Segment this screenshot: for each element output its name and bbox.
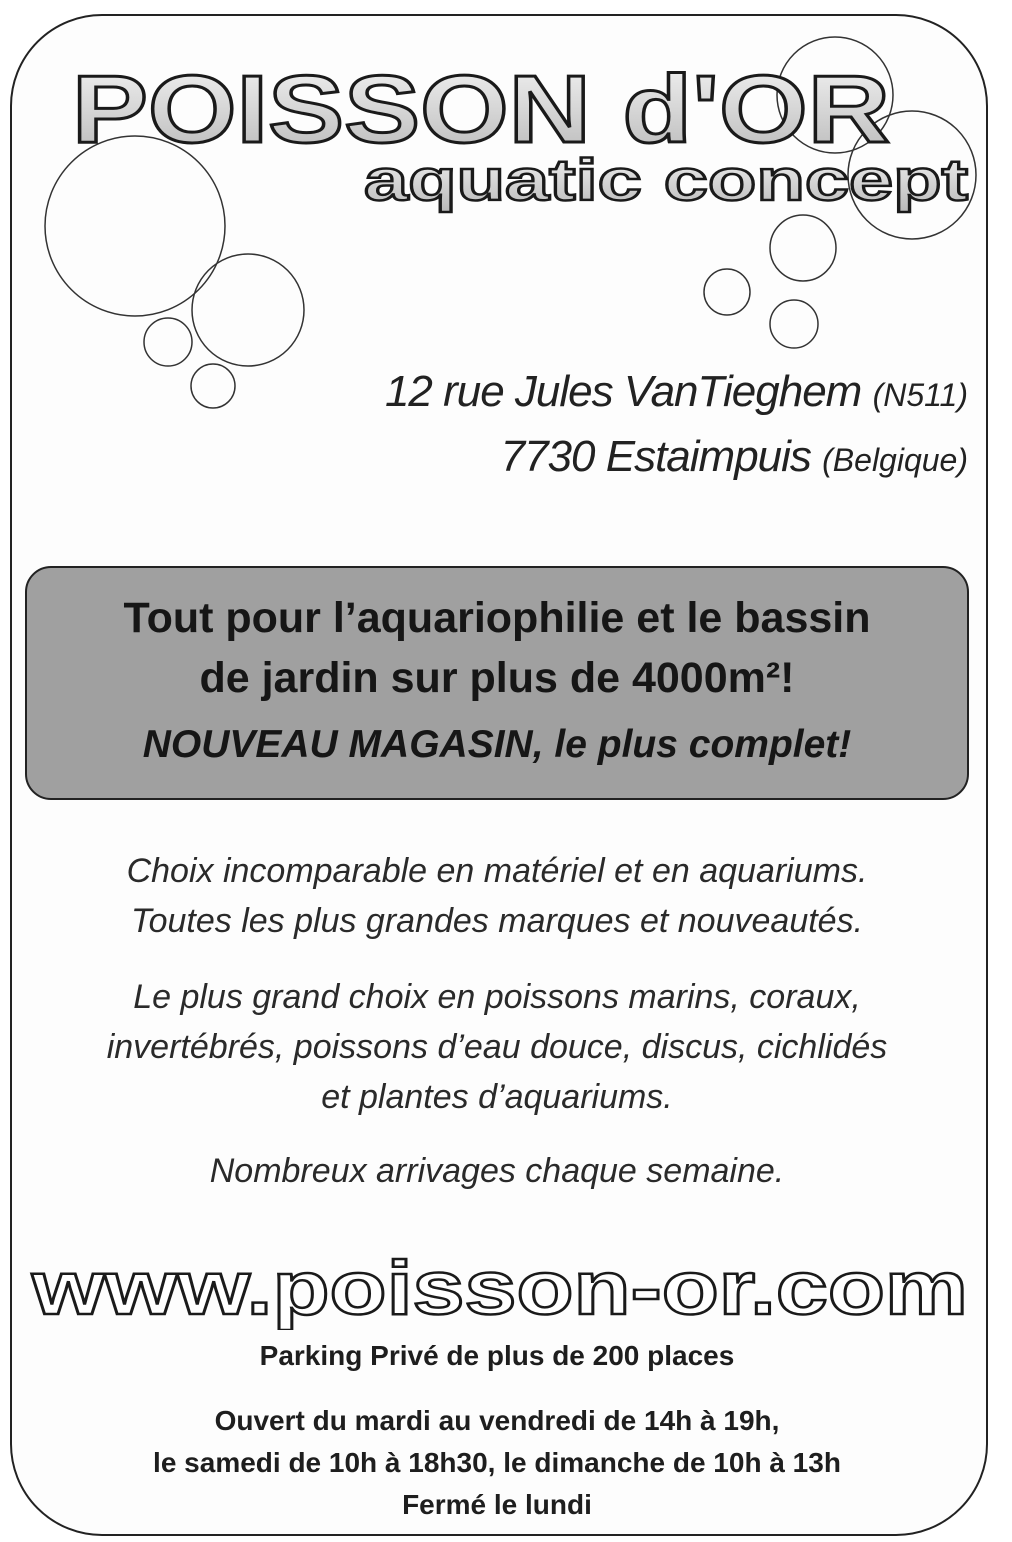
description-paragraph-1: [20, 846, 974, 946]
promo-subtitle: NOUVEAU MAGASIN, le plus complet!: [142, 723, 852, 766]
promo-title-line-2: de jardin sur plus de 4000m²!: [199, 654, 795, 702]
address-city: 7730 Estaimpuis: [500, 432, 811, 481]
address-city-line: [385, 425, 968, 492]
brand-tagline: aquatic concept: [364, 148, 968, 213]
description-line: Nombreux arrivages chaque semaine.: [209, 1152, 785, 1190]
description-paragraph-2: [20, 972, 974, 1122]
hours-line-2: le samedi de 10h à 18h30, le dimanche de 10h à 13h: [153, 1447, 841, 1478]
description-paragraph-3: [20, 1146, 974, 1196]
description-line: et plantes d’aquariums.: [321, 1078, 673, 1116]
hours-line-3: Fermé le lundi: [402, 1489, 592, 1520]
website-text: www.poisson-or.com: [30, 1250, 969, 1330]
address-street-line: [385, 362, 968, 425]
description-line: Toutes les plus grandes marques et nouveautés.: [130, 902, 864, 940]
address-street-note: (N511): [872, 377, 968, 413]
address-country: (Belgique): [822, 442, 968, 478]
brand-name: POISSON d'OR: [72, 56, 890, 163]
store-address: [385, 362, 968, 492]
description-line: Le plus grand choix en poissons marins, coraux,: [133, 978, 861, 1016]
parking-info: [20, 1336, 974, 1376]
promo-box: [25, 566, 969, 800]
hours-line-1: Ouvert du mardi au vendredi de 14h à 19h,: [214, 1405, 780, 1436]
opening-hours: [20, 1400, 974, 1526]
promo-title-line-1: Tout pour l’aquariophilie et le bassin: [123, 594, 871, 642]
parking-text: Parking Privé de plus de 200 places: [259, 1340, 735, 1371]
website-url: [28, 1250, 972, 1330]
description-line: Choix incomparable en matériel et en aquariums.: [126, 852, 868, 890]
promo-title: [27, 588, 967, 708]
description-line: invertébrés, poissons d’eau douce, discus, cichlidés: [106, 1028, 888, 1066]
brand-logo: [68, 50, 978, 220]
address-street: 12 rue Jules VanTieghem: [384, 367, 862, 416]
